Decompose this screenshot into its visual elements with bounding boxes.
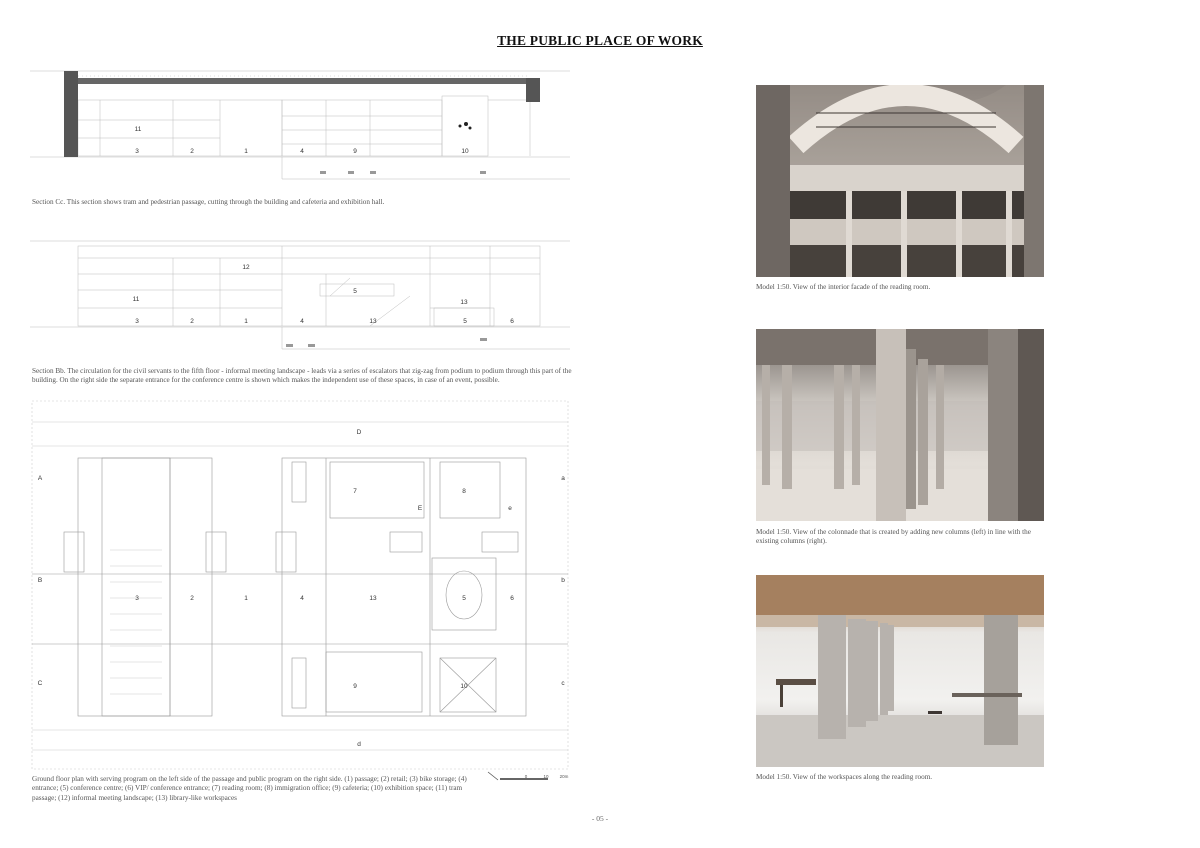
section-bb-label-3: 3 <box>135 318 139 325</box>
plan-marker-right-a: a <box>561 475 565 482</box>
section-bb-label-5b: 5 <box>463 318 467 325</box>
plan-room-10: 10 <box>460 683 468 690</box>
section-cc-label-3: 3 <box>135 148 139 155</box>
plan-marker-inner-E: E <box>417 505 423 512</box>
section-cc-label-10: 10 <box>461 148 469 155</box>
plan-room-5: 5 <box>462 595 466 602</box>
plan-marker-right-c: c <box>561 680 565 687</box>
floor-plan-caption: Ground floor plan with serving program on the left side of the passage and public program on the right side. (1) passage; (2) retail; (3) bike storage; (4) entrance; (5) conference centre; (6) VIP/ conference entrance; (7) reading room; (8) immigration office; (9) cafeteria; (10) exhibition space; (11) tram passage; (12) informal meeting landscape; (13) library-like workspaces <box>32 775 467 802</box>
section-bb-label-11: 11 <box>132 296 140 303</box>
model-photo-workspaces <box>756 575 1044 767</box>
section-bb-drawing <box>30 238 570 353</box>
plan-room-4: 4 <box>300 595 304 602</box>
north-arrow-icon <box>488 772 498 780</box>
plan-marker-bottom: d <box>357 741 361 748</box>
plan-room-9: 9 <box>353 683 357 690</box>
plan-marker-left-a: A <box>37 475 43 482</box>
section-cc-label-1: 1 <box>244 148 248 155</box>
section-cc-label-11: 11 <box>134 126 142 133</box>
plan-marker-top: D <box>356 429 362 436</box>
plan-room-1: 1 <box>244 595 248 602</box>
section-bb-label-4: 4 <box>300 318 304 325</box>
plan-room-8: 8 <box>462 488 466 495</box>
scale-label-10: 10 <box>543 774 549 779</box>
section-bb-label-13b: 13 <box>369 318 377 325</box>
plan-room-7: 7 <box>353 488 357 495</box>
photo-caption-3: Model 1:50. View of the workspaces along the reading room. <box>756 773 933 781</box>
page-number: - 05 - <box>591 814 609 823</box>
plan-marker-left-c: C <box>37 680 43 687</box>
scale-label-20m: 20m <box>559 774 569 779</box>
section-bb-label-12: 12 <box>242 264 250 271</box>
ground-floor-plan <box>30 400 570 772</box>
section-bb-label-2: 2 <box>190 318 194 325</box>
section-cc-label-4: 4 <box>300 148 304 155</box>
section-cc-drawing <box>30 68 570 183</box>
photo-caption-2: Model 1:50. View of the colonnade that is created by adding new columns (left) in line with the existing columns (right). <box>756 528 1031 546</box>
scale-bar <box>486 770 570 786</box>
plan-marker-inner-e: e <box>508 505 512 512</box>
photo-caption-1: Model 1:50. View of the interior facade of the reading room. <box>756 283 931 291</box>
model-photo-reading-room-facade <box>756 85 1044 277</box>
section-bb-label-6: 6 <box>510 318 514 325</box>
plan-room-6: 6 <box>510 595 514 602</box>
model-photo-colonnade <box>756 329 1044 521</box>
section-cc-label-9: 9 <box>353 148 357 155</box>
plan-room-2: 2 <box>190 595 194 602</box>
scale-label-0: 0 <box>524 774 528 779</box>
section-cc-caption: Section Cc. This section shows tram and pedestrian passage, cutting through the building and cafeteria and exhibition hall. <box>32 198 385 206</box>
plan-marker-right-b: b <box>561 577 565 584</box>
section-bb-label-13a: 13 <box>460 299 468 306</box>
section-bb-label-1: 1 <box>244 318 248 325</box>
section-cc-label-2: 2 <box>190 148 194 155</box>
section-bb-label-5a: 5 <box>353 288 357 295</box>
plan-marker-left-b: B <box>37 577 43 584</box>
page-title: THE PUBLIC PLACE OF WORK <box>497 33 703 48</box>
section-bb-caption: Section Bb. The circulation for the civil servants to the fifth floor - informal meeting landscape - leads via a series of escalators that zig-zag from podium to podium through this part of the building. On the right side the separate entrance for the conference centre is shown which makes the independent use of these spaces, in case of an event, possible. <box>32 367 572 385</box>
plan-room-3: 3 <box>135 595 139 602</box>
plan-room-13: 13 <box>369 595 377 602</box>
